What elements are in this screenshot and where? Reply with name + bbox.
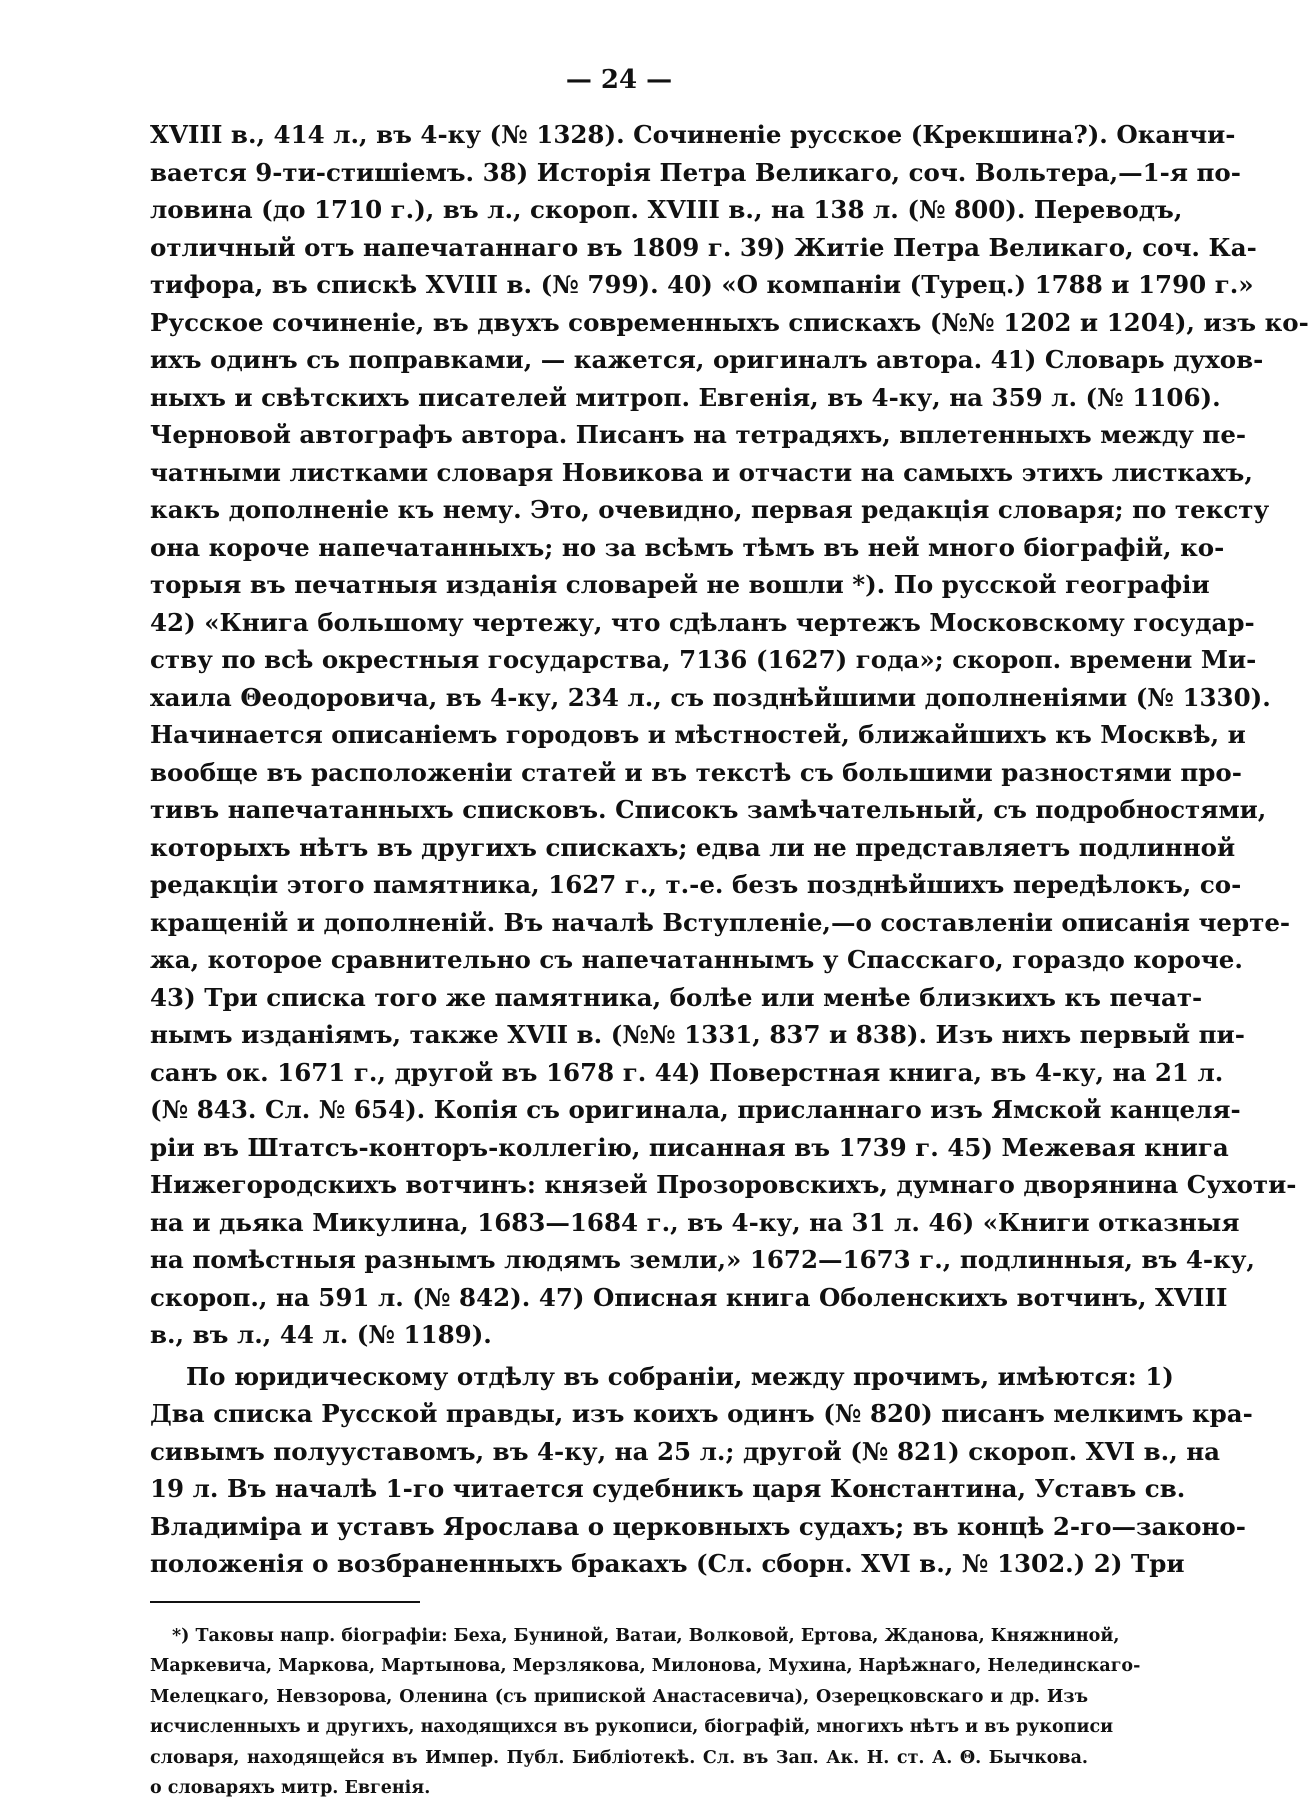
footnote (150, 1621, 1141, 1804)
text-line: она короче напечатанныхъ; но за всѣмъ тѣмъ въ ней много біографій, ко- (150, 532, 1225, 562)
page (150, 60, 1309, 1798)
text-line: Черновой автографъ автора. Писанъ на тетрадяхъ, вплетенныхъ между пе- (150, 420, 1247, 449)
text-line: вается 9-ти-стишіемъ. 38) Исторія Петра Великаго, соч. Вольтера,—1-я по- (150, 157, 1241, 187)
text-line: XVIII в., 414 л., въ 4-ку (№ 1328). Сочиненіе русское (Крекшина?). Оканчи- (150, 120, 1236, 149)
text-line: чатными листками словаря Новикова и отчасти на самыхъ этихъ листкахъ, (150, 457, 1253, 487)
text-line: Нижегородскихъ вотчинъ: князей Прозоровскихъ, думнаго дворянина Сухоти- (150, 1170, 1297, 1199)
footnote-line: исчисленныхъ и другихъ, находящихся въ рукописи, біографій, многихъ нѣтъ и въ рукописи (150, 1717, 1114, 1737)
text-line: Русское сочиненіе, въ двухъ современныхъ спискахъ (№№ 1202 и 1204), изъ ко- (150, 307, 1309, 337)
text-line: нымъ изданіямъ, также XVII в. (№№ 1331, 837 и 838). Изъ нихъ первый пи- (150, 1020, 1245, 1049)
text-line: жа, которое сравнительно съ напечатаннымъ у Спасскаго, гораздо короче. (150, 945, 1243, 974)
text-line: ству по всѣ окрестныя государства, 7136 (1627) года»; скороп. времени Ми- (150, 645, 1257, 674)
text-line: Два списка Русской правды, изъ коихъ одинъ (№ 820) писанъ мелкимъ кра- (150, 1399, 1253, 1428)
text-line: хаила Θеодоровича, въ 4-ку, 234 л., съ позднѣйшими дополненіями (№ 1330). (150, 682, 1271, 712)
text-line: ихъ одинъ съ поправками, — кажется, оригиналъ автора. 41) Словарь духов- (150, 345, 1264, 374)
text-line: которыхъ нѣтъ въ другихъ спискахъ; едва ли не представляетъ подлинной (150, 832, 1236, 862)
footnote-line: Маркевича, Маркова, Мартынова, Мерзлякова, Милонова, Мухина, Нарѣжнаго, Нелединскаго- (150, 1656, 1141, 1676)
text-line: ловина (до 1710 г.), въ л., скороп. XVIII в., на 138 л. (№ 800). Переводъ, (150, 195, 1183, 224)
text-line: Владиміра и уставъ Ярослава о церковныхъ судахъ; въ концѣ 2-го—законо- (150, 1511, 1246, 1541)
footnote-line: о словаряхъ митр. Евгенія. (150, 1778, 431, 1798)
text-line: редакціи этого памятника, 1627 г., т.-е. безъ позднѣйшихъ передѣлокъ, со- (150, 870, 1242, 899)
paragraph-legal (150, 1358, 1253, 1583)
text-line: (№ 843. Сл. № 654). Копія съ оригинала, присланнаго изъ Ямской канцеля- (150, 1095, 1241, 1124)
text-line: торыя въ печатныя изданія словарей не вошли *). По русской географіи (150, 570, 1210, 599)
text-line: какъ дополненіе къ нему. Это, очевидно, первая редакція словаря; по тексту (150, 495, 1270, 524)
text-line: тивъ напечатанныхъ списковъ. Списокъ замѣчательный, съ подробностями, (150, 795, 1267, 824)
text-line: 42) «Книга большому чертежу, что сдѣланъ чертежъ Московскому государ- (150, 607, 1255, 637)
paragraph-main (150, 116, 1309, 1354)
text-line: сивымъ полууставомъ, въ 4-ку, на 25 л.; другой (№ 821) скороп. XVI в., на (150, 1436, 1221, 1466)
text-line: 19 л. Въ началѣ 1-го читается судебникъ царя Константина, Уставъ св. (150, 1474, 1186, 1503)
footnote-line: Мелецкаго, Невзорова, Оленина (съ припиской Анастасевича), Озерецковскаго и др. Изъ (150, 1686, 1088, 1707)
text-line: Начинается описаніемъ городовъ и мѣстностей, ближайшихъ къ Москвѣ, и (150, 720, 1246, 749)
text-line: в., въ л., 44 л. (№ 1189). (150, 1320, 492, 1349)
text-line: скороп., на 591 л. (№ 842). 47) Описная книга Оболенскихъ вотчинъ, XVIII (150, 1282, 1228, 1312)
text-line: положенія о возбраненныхъ бракахъ (Сл. сборн. XVI в., № 1302.) 2) Три (150, 1549, 1185, 1578)
text-line: отличный отъ напечатаннаго въ 1809 г. 39) Житіе Петра Великаго, соч. Ка- (150, 232, 1257, 262)
text-line: на помѣстныя разнымъ людямъ земли,» 1672—1673 г., подлинныя, въ 4-ку, (150, 1245, 1255, 1274)
footnote-line: словаря, находящейся въ Импер. Публ. Библіотекѣ. Сл. въ Зап. Ак. Н. ст. А. Θ. Бычкова. (150, 1747, 1088, 1768)
text-line: вообще въ расположеніи статей и въ текстѣ съ большими разностями про- (150, 757, 1242, 787)
text-line: тифора, въ спискѣ XVIII в. (№ 799). 40) «О компаніи (Турец.) 1788 и 1790 г.» (150, 270, 1254, 299)
text-line: на и дьяка Микулина, 1683—1684 г., въ 4-ку, на 31 л. 46) «Книги отказныя (150, 1207, 1240, 1237)
text-line: ріи въ Штатсъ-конторъ-коллегію, писанная въ 1739 г. 45) Межевая книга (150, 1132, 1229, 1162)
text-line: санъ ок. 1671 г., другой въ 1678 г. 44) Поверстная книга, въ 4-ку, на 21 л. (150, 1057, 1224, 1087)
text-line: кращеній и дополненій. Въ началѣ Вступленіе,—о составленіи описанія черте- (150, 907, 1291, 937)
text-line: 43) Три списка того же памятника, болѣе или менѣе близкихъ къ печат- (150, 982, 1203, 1012)
footnote-line: *) Таковы напр. біографіи: Беха, Буниной, Ватаи, Волковой, Ертова, Жданова, Княжниной, (172, 1625, 1120, 1646)
page-number: — 24 — (565, 65, 673, 95)
text-line: По юридическому отдѣлу въ собраніи, между прочимъ, имѣются: 1) (186, 1361, 1174, 1391)
footnote-rule (150, 1601, 420, 1603)
text-line: ныхъ и свѣтскихъ писателей митроп. Евгенія, въ 4-ку, на 359 л. (№ 1106). (150, 382, 1221, 412)
